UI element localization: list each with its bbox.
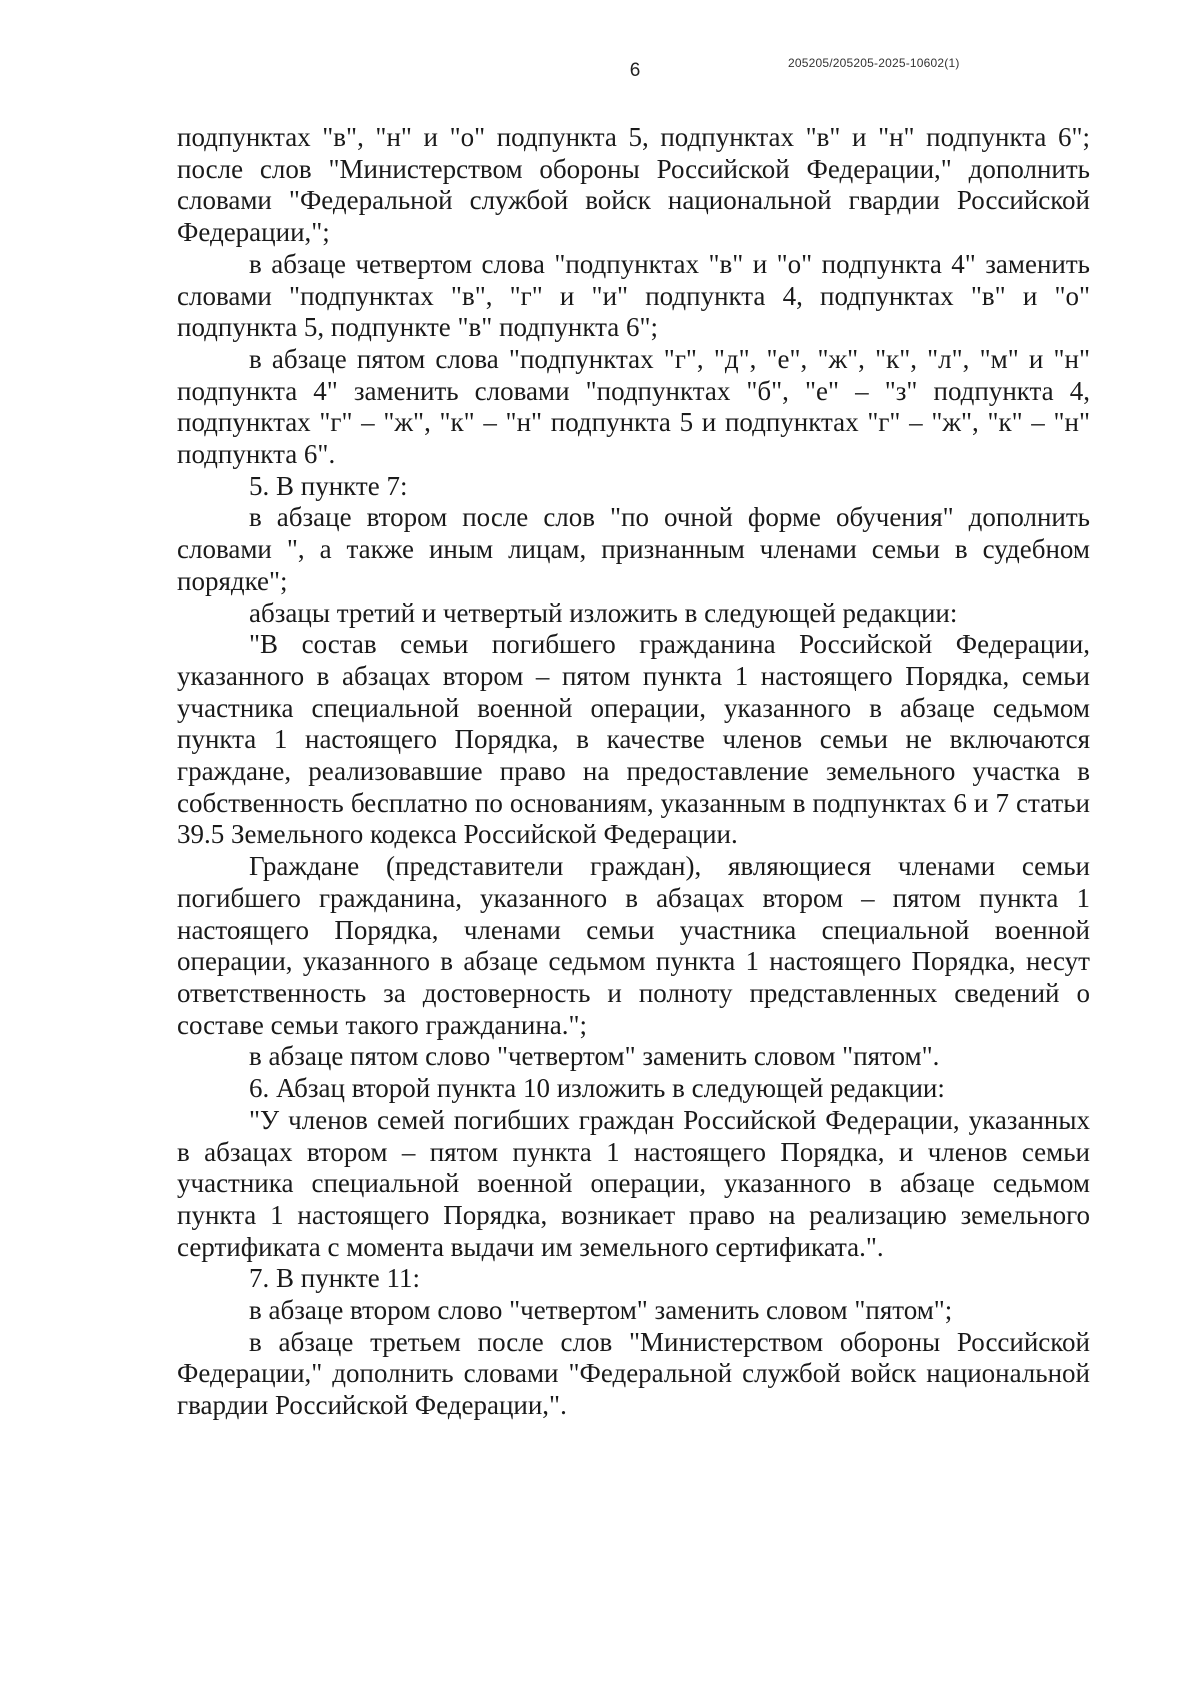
paragraph-item-7-abzac-3: в абзаце третьем после слов "Министерством обороны Российской Федерации," дополнить словами "Федеральной службой войск национальной гвардии Российской Федерации,". [177,1326,1090,1421]
document-code: 205205/205205-2025-10602(1) [788,56,960,70]
paragraph-citizens-responsibility: Граждане (представители граждан), являющиеся членами семьи погибшего гражданина, указанного в абзацах втором – пятом пункта 1 настоящего Порядка, членами семьи участника специальной военной операции, указанного в абзаце седьмом пункта 1 настоящего Порядка, несут ответственность за достоверность и полноту представленных сведений о составе семьи такого гражданина."; [177,851,1090,1040]
paragraph-item-7-heading: 7. В пункте 11: [249,1263,420,1294]
paragraph-abzac-4: в абзаце четвертом слова "подпунктах "в" и "о" подпункта 4" заменить словами "подпунктах "в", "г" и "и" подпункта 4, подпунктах "в" и "о" подпункта 5, подпункте "в" подпункта 6"; [177,248,1090,343]
paragraph-item-6-heading: 6. Абзац второй пункта 10 изложить в следующей редакции: [249,1073,945,1104]
paragraph-family-composition: "В состав семьи погибшего гражданина Российской Федерации, указанного в абзацах втором – пятом пункта 1 настоящего Порядка, семьи участника специальной военной операции, указанного в абзаце седьмом пункта 1 настоящего Порядка, в качестве членов семьи не включаются граждане, реализовавшие право на предоставление земельного участка в собственность бесплатно по основаниям, указанным в подпунктах 6 и 7 статьи 39.5 Земельного кодекса Российской Федерации. [177,629,1090,850]
document-body [177,122,1090,1422]
page-number: 6 [629,60,641,81]
paragraph-item-5-abzac-2: в абзаце втором после слов "по очной форме обучения" дополнить словами ", а также иным лицам, признанным членами семьи в судебном порядке"; [177,502,1090,596]
paragraph-item-7-abzac-2: в абзаце втором слово "четвертом" заменить словом "пятом"; [249,1295,953,1326]
paragraph-abzac-5-replace: в абзаце пятом слово "четвертом" заменить словом "пятом". [249,1041,940,1072]
paragraph-abzac-5: в абзаце пятом слова "подпунктах "г", "д", "е", "ж", "к", "л", "м" и "н" подпункта 4" заменить словами "подпунктах "б", "е" – "з" подпункта 4, подпунктах "г" – "ж", "к" – "н" подпункта 5 и подпунктах "г" – "ж", "к" – "н" подпункта 6". [177,343,1090,470]
paragraph-item-5-abzac-3-4: абзацы третий и четвертый изложить в следующей редакции: [249,597,958,628]
paragraph-continuation: подпунктах "в", "н" и "о" подпункта 5, подпунктах "в" и "н" подпункта 6"; после слов "Министерством обороны Российской Федерации," дополнить словами "Федеральной службой войск национальной гвардии Российской Федерации,"; [177,122,1090,248]
paragraph-item-5-heading: 5. В пункте 7: [249,470,408,501]
paragraph-certificate-right: "У членов семей погибших граждан Российской Федерации, указанных в абзацах втором – пятом пункта 1 настоящего Порядка, и членов семьи участника специальной военной операции, указанного в абзаце седьмом пункта 1 настоящего Порядка, возникает право на реализацию земельного сертификата с момента выдачи им земельного сертификата.". [177,1104,1090,1262]
